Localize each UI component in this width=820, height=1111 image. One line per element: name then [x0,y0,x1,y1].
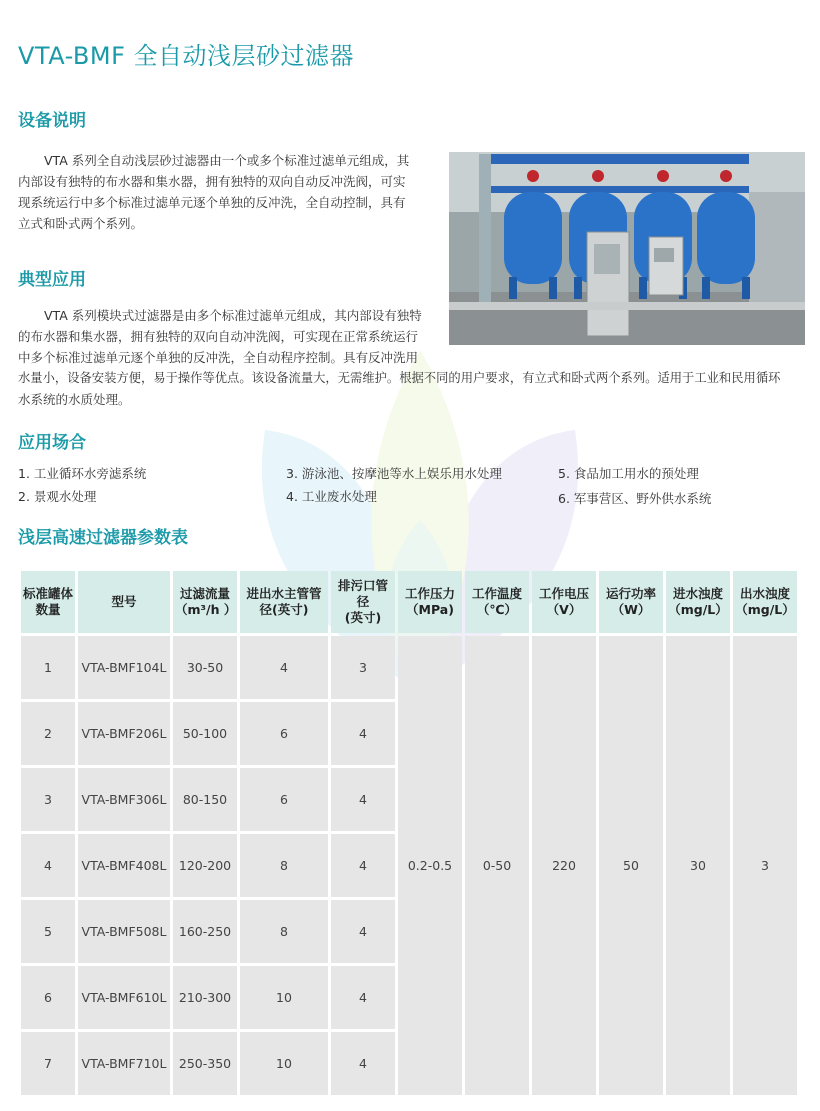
list-item: 4. 工业废水处理 [286,489,377,504]
description-line: VTA 系列全自动浅层砂过滤器由一个或多个标准过滤单元组成，其 [44,153,410,168]
table-cell: VTA-BMF306L [78,768,170,831]
list-item: 1. 工业循环水旁滤系统 [18,466,147,481]
table-header-row [21,571,797,633]
table-cell: VTA-BMF408L [78,834,170,897]
table-cell: 3 [331,636,395,699]
table-cell-shared: 50 [599,636,663,1095]
table-cell: 4 [331,966,395,1029]
table-cell: VTA-BMF508L [78,900,170,963]
column-header: 型号 [78,571,170,633]
table-cell: 4 [240,636,328,699]
section-heading-typical: 典型应用 [18,270,86,290]
typical-line: 中多个标准过滤单元逐个单独的反冲洗，全自动程序控制。具有反冲洗用 [18,350,419,365]
table-cell: 4 [331,834,395,897]
table-cell-shared: 0.2-0.5 [398,636,462,1095]
table-cell: VTA-BMF610L [78,966,170,1029]
table-row [21,636,797,699]
section-heading-applications: 应用场合 [18,433,86,453]
typical-line: 水系统的水质处理。 [18,392,131,407]
table-cell: 10 [240,1032,328,1095]
table-cell: 4 [331,1032,395,1095]
table-cell-shared: 3 [733,636,797,1095]
list-item: 6. 军事营区、野外供水系统 [558,491,712,506]
page-title: VTA-BMF 全自动浅层砂过滤器 [18,42,355,70]
table-cell: 8 [240,834,328,897]
list-item: 3. 游泳池、按摩池等水上娱乐用水处理 [286,466,502,481]
typical-line: VTA 系列模块式过滤器是由多个标准过滤单元组成，其内部设有独特 [44,308,422,323]
column-header: 进出水主管管 径(英寸) [240,571,328,633]
table-cell: 1 [21,636,75,699]
description-line: 现系统运行中多个标准过滤单元逐个单独的反冲洗，全自动控制，具有 [18,195,406,210]
table-cell: VTA-BMF206L [78,702,170,765]
table-cell: 210-300 [173,966,237,1029]
table-cell: 6 [240,702,328,765]
table-cell: 4 [331,900,395,963]
description-paragraph [18,150,438,234]
description-line: 内部设有独特的布水器和集水器，拥有独特的双向自动反冲洗阀，可实 [18,174,406,189]
column-header: 过滤流量 （m³/h ） [173,571,237,633]
column-header: 工作温度 （℃） [465,571,529,633]
description-line: 立式和卧式两个系列。 [18,216,144,231]
column-header: 工作电压 （V） [532,571,596,633]
table-cell: 5 [21,900,75,963]
column-header: 工作压力 （MPa) [398,571,462,633]
table-cell: 8 [240,900,328,963]
typical-line: 水量小，设备安装方便，易于操作等优点。该设备流量大，无需维护。根据不同的用户要求，有立式和卧式两个系列。适用于工业和民用循环 [18,371,781,385]
section-heading-table: 浅层高速过滤器参数表 [18,528,188,548]
table-cell: 120-200 [173,834,237,897]
table-cell-shared: 0-50 [465,636,529,1095]
column-header: 进水浊度 （mg/L） [666,571,730,633]
list-item: 5. 食品加工用水的预处理 [558,466,699,481]
parameter-table [18,568,800,1098]
table-cell: 3 [21,768,75,831]
table-cell: VTA-BMF104L [78,636,170,699]
table-cell: 4 [331,768,395,831]
table-cell: 2 [21,702,75,765]
table-cell-shared: 30 [666,636,730,1095]
column-header: 排污口管径 (英寸) [331,571,395,633]
typical-line: 的布水器和集水器，拥有独特的双向自动冲洗阀，可实现在正常系统运行 [18,329,419,344]
column-header: 运行功率 （W） [599,571,663,633]
table-cell: 6 [21,966,75,1029]
table-cell: 30-50 [173,636,237,699]
column-header: 出水浊度 （mg/L） [733,571,797,633]
section-heading-description: 设备说明 [18,111,86,131]
typical-paragraph [18,305,808,410]
table-cell-shared: 220 [532,636,596,1095]
table-cell: 160-250 [173,900,237,963]
table-cell: 4 [21,834,75,897]
table-cell: 50-100 [173,702,237,765]
table-cell: 4 [331,702,395,765]
table-cell: 10 [240,966,328,1029]
table-cell: VTA-BMF710L [78,1032,170,1095]
table-cell: 7 [21,1032,75,1095]
table-cell: 250-350 [173,1032,237,1095]
table-cell: 6 [240,768,328,831]
column-header: 标准罐体 数量 [21,571,75,633]
table-cell: 80-150 [173,768,237,831]
list-item: 2. 景观水处理 [18,489,97,504]
